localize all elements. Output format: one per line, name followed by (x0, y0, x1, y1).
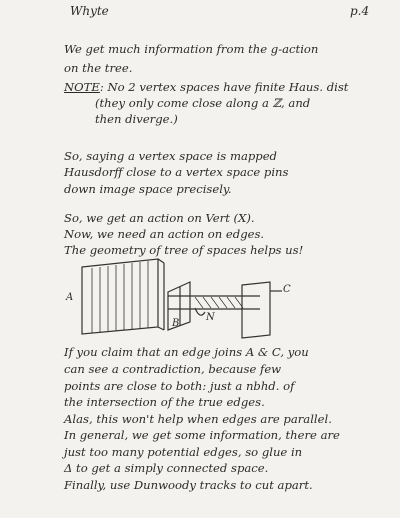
para4-line7: just too many potential edges, so glue in (64, 445, 303, 459)
para1-line2: on the tree. (64, 61, 133, 75)
note-line1 (64, 82, 348, 94)
para4-line4: the intersection of the true edges. (64, 395, 265, 409)
para2-line1: So, saying a vertex space is mapped (64, 149, 277, 163)
note-line3: then diverge.) (95, 112, 178, 126)
para4-line2: can see a contradiction, because few (64, 362, 282, 376)
para4-line8: Δ to get a simply connected space. (64, 461, 269, 475)
para4-line9: Finally, use Dunwoody tracks to cut apart. (64, 478, 313, 492)
label-a: A (66, 292, 74, 303)
para4-line1: If you claim that an edge joins A & C, you (64, 345, 309, 359)
para3-line3: The geometry of tree of spaces helps us! (64, 243, 304, 257)
note-line2: (they only come close along a ℤ, and (95, 96, 311, 110)
para2-line3: down image space precisely. (64, 182, 232, 196)
author-header: Whyte (70, 4, 109, 18)
para4-line5: Alas, this won't help when edges are parallel. (64, 412, 332, 426)
label-n: N (206, 312, 215, 323)
vertex-space-c (242, 282, 270, 338)
para3-line1: So, we get an action on Vert (X). (64, 211, 255, 225)
note-text-1: : No 2 vertex spaces have finite Haus. dist (99, 80, 349, 94)
label-c: C (283, 284, 291, 295)
para4-line3: points are close to both: just a nbhd. of (64, 379, 295, 393)
para3-line2: Now, we need an action on edges. (64, 227, 265, 241)
label-b: B (172, 318, 180, 329)
vertex-space-a-front (82, 259, 158, 334)
note-label: NOTE (64, 80, 100, 94)
para1-line1: We get much information from the g-action (64, 42, 319, 56)
para2-line2: Hausdorff close to a vertex space pins (64, 165, 289, 179)
para4-line6: In general, we get some information, there are (64, 428, 340, 442)
page-number: p.4 (350, 4, 370, 18)
